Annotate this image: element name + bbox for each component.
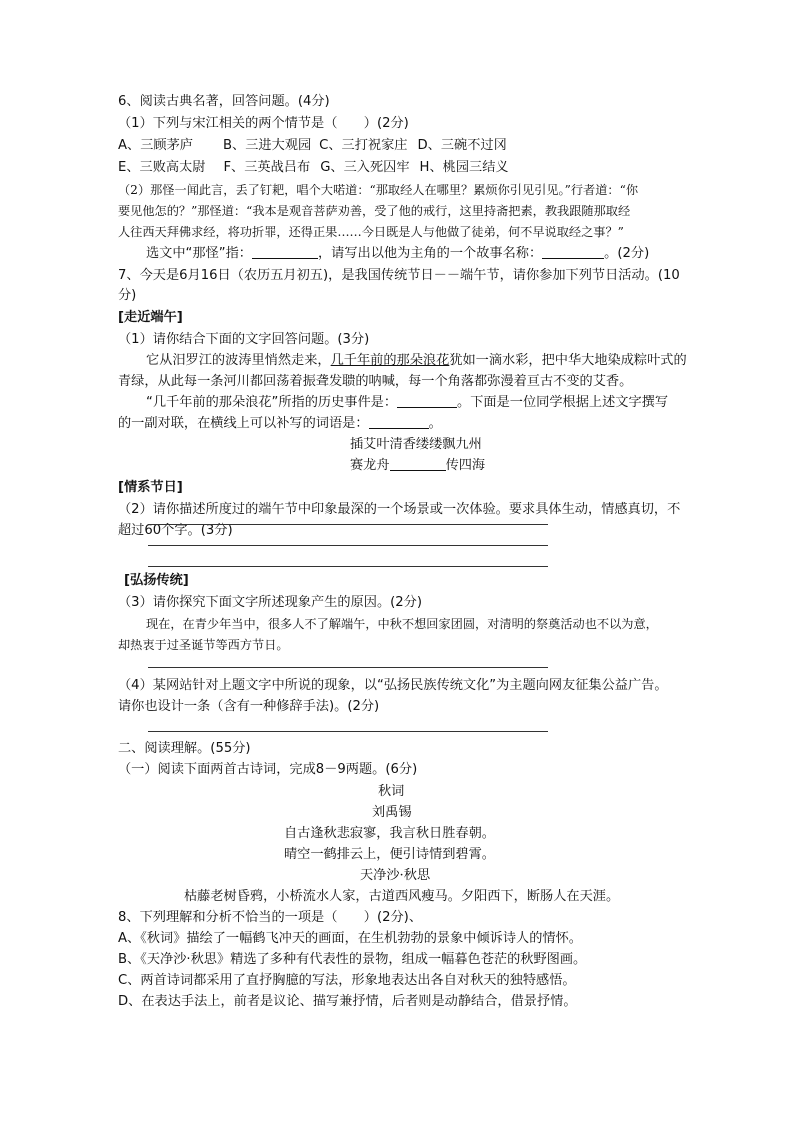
q7-passage-line1: 它从汨罗江的波涛里悄然走来，几千年前的那朵浪花犹如一滴水彩，把中华大地染成粽叶式的 (146, 353, 687, 368)
answer-line[interactable] (148, 545, 548, 546)
q6-option-h: H、桃园三结义 (419, 160, 509, 175)
q6-options-row1 (118, 136, 507, 156)
q7-sub4-line1: （4）某网站针对上题文字中所说的现象，以“弘扬民族传统文化”为主题向网友征集公益广告。 (118, 678, 668, 693)
q7-sub3-passage-line2: 却热衷于过圣诞节等西方节日。 (118, 638, 289, 652)
answer-blank[interactable] (542, 244, 604, 259)
q6-option-f: F、三英战吕布 (223, 160, 311, 175)
q6-sub1: （1）下列与宋江相关的两个情节是（ ）(2分) (118, 116, 409, 131)
q8-stem: 8、下列理解和分析不恰当的一项是（ ）(2分)、 (118, 910, 423, 925)
section-heading: [情系节日] (118, 480, 183, 495)
part2-title: 二、阅读理解。(55分) (118, 741, 251, 756)
q7-sub4-line2: 请你也设计一条（含有一种修辞手法)。(2分) (118, 699, 380, 714)
q6-passage-line3: 人往西天拜佛求经，将功折罪，还得正果……今日既是人与他做了徒弟，何不早说取经之事？” (118, 225, 624, 239)
poem1-line2: 晴空一鹤排云上，便引诗情到碧霄。 (284, 847, 495, 862)
q6-option-b: B、三进大观园 (222, 138, 312, 153)
q6-option-e: E、三败高太尉 (118, 160, 206, 175)
section-heading: [弘扬传统] (124, 573, 189, 588)
poem1-title: 秋词 (378, 784, 405, 799)
q7-title-line2: 分) (118, 288, 137, 303)
q6-option-c: C、三打祝家庄 (319, 138, 408, 153)
section-heading: [走近端午] (118, 310, 183, 325)
answer-blank[interactable] (369, 414, 429, 429)
couplet-line1: 插艾叶清香缕缕飘九州 (350, 437, 482, 452)
poem1-line1: 自古逢秋悲寂寥，我言秋日胜春朝。 (284, 826, 495, 841)
answer-blank[interactable] (397, 393, 457, 408)
underlined-phrase: 几千年前的那朵浪花 (330, 353, 450, 368)
couplet-line2: 赛龙舟 传四海 (350, 458, 486, 473)
q6-options-row2 (118, 158, 509, 178)
answer-line[interactable] (148, 566, 548, 567)
q7-question-line1: “几千年前的那朵浪花”所指的历史事件是： 。下面是一位同学根据上述文字撰写 (146, 395, 669, 410)
q7-sub2-line1: （2）请你描述所度过的端午节中印象最深的一个场景或一次体验。要求具体生动，情感真切，不 (118, 502, 681, 517)
q7-sub2-line2: 超过60个字。(3分) (118, 523, 233, 538)
answer-line[interactable] (148, 524, 548, 525)
q8-option-c: C、两首诗词都采用了直抒胸臆的写法，形象地表达出各自对秋天的独特感悟。 (118, 973, 576, 988)
q6-passage-line2: 要见他怎的？”那怪道：“我本是观音菩萨劝善，受了他的戒行，这里持斋把素，教我跟随那取经 (118, 204, 631, 218)
q8-option-a: A、《秋词》描绘了一幅鹤飞冲天的画面，在生机勃勃的景象中倾诉诗人的情怀。 (118, 931, 582, 946)
answer-line[interactable] (148, 731, 548, 732)
answer-line[interactable] (148, 667, 548, 668)
q8-option-b: B、《天净沙·秋思》精选了多种有代表性的景物，组成一幅暮色苍茫的秋野图画。 (118, 952, 587, 967)
q7-sub3: （3）请你探究下面文字所述现象产生的原因。(2分) (118, 595, 423, 610)
q6-title: 6、阅读古典名著，回答问题。(4分) (118, 94, 330, 109)
q6-option-d: D、三碗不过冈 (417, 138, 507, 153)
q7-question-line2: 的一副对联，在横线上可以补写的词语是： 。 (118, 416, 442, 431)
poem2-title: 天净沙·秋思 (360, 868, 431, 883)
q7-sub3-passage-line1: 现在，在青少年当中，很多人不了解端午，中秋不想回家团圆，对清明的祭奠活动也不以为意， (146, 617, 658, 631)
q7-title-line1: 7、今天是6月16日（农历五月初五)，是我国传统节日－－端午节，请你参加下列节日活动。(10 (118, 268, 680, 283)
q6-sub2-question: 选文中“那怪”指： ，请写出以他为主角的一个故事名称： 。(2分) (146, 246, 650, 261)
part2-section1: （一）阅读下面两首古诗词，完成8－9两题。(6分) (118, 762, 418, 777)
q8-option-d: D、在表达手法上，前者是议论、描写兼抒情，后者则是动静结合，借景抒情。 (118, 994, 577, 1009)
q7-sub1: （1）请你结合下面的文字回答问题。(3分) (118, 332, 370, 347)
q6-passage-line1: （2）那怪一闻此言，丢了钉耙，唱个大喏道：“那取经人在哪里？累烦你引见引见。”行者道：“你 (118, 183, 639, 197)
q7-passage-line2: 青绿，从此每一条河川都回荡着振聋发聩的呐喊，每一个角落都弥漫着亘古不变的艾香。 (118, 374, 633, 389)
answer-blank[interactable] (390, 456, 446, 471)
q6-option-a: A、三顾茅庐 (118, 138, 193, 153)
poem2-line1: 枯藤老树昏鸦，小桥流水人家，古道西风瘦马。夕阳西下，断肠人在天涯。 (184, 889, 620, 904)
poem1-author: 刘禹锡 (372, 805, 412, 820)
answer-blank[interactable] (252, 244, 318, 259)
q6-option-g: G、三入死囚牢 (320, 160, 410, 175)
